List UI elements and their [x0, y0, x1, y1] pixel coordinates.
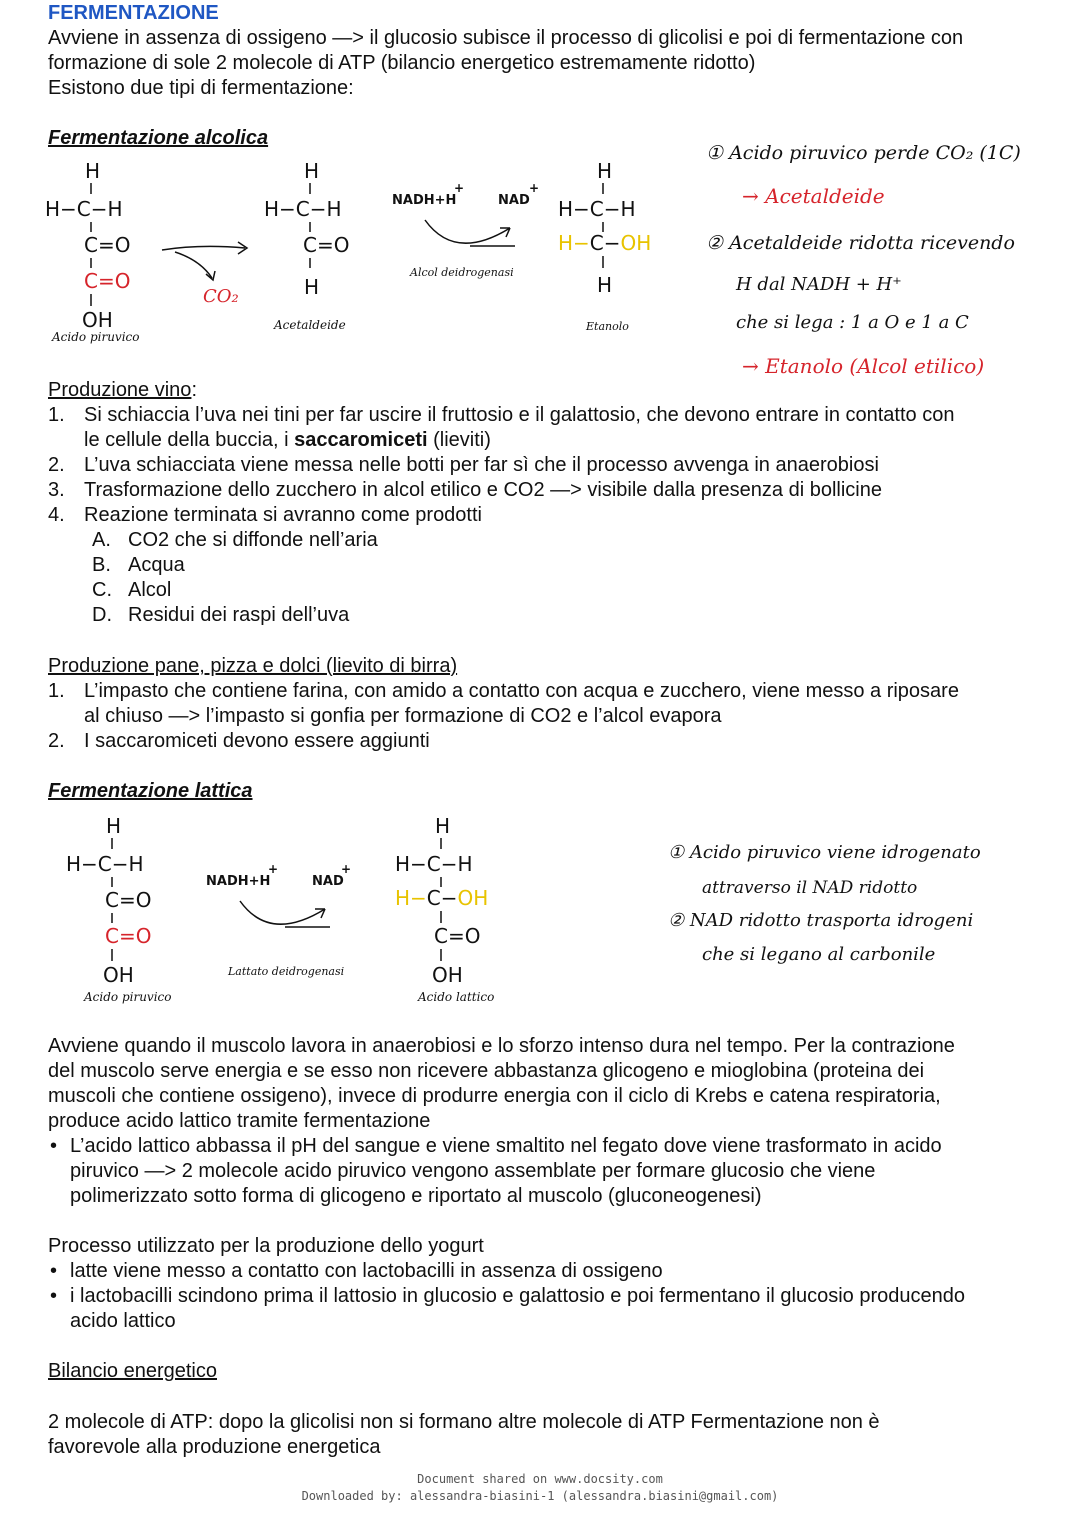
- svg-text:H−C−H: H−C−H: [66, 852, 144, 876]
- alcolica-note-1: ① Acido piruvico perde CO₂ (1C): [706, 142, 1021, 164]
- svg-text:H: H: [304, 159, 320, 183]
- acido-lattico-label: Acido lattico: [418, 990, 495, 1004]
- intro-line: Esistono due tipi di fermentazione:: [48, 77, 354, 99]
- svg-text:H−C−H: H−C−H: [558, 197, 636, 221]
- svg-text:H−C−H: H−C−H: [45, 197, 123, 221]
- vino-item-1: 1. Si schiaccia l’uva nei tini per far uscire il fruttosio e il galattosio, che devono entrare in contatto con: [48, 404, 955, 426]
- yogurt-bullet-2: • i lactobacilli scindono prima il lattosio in glucosio e galattosio e poi fermentano il glucosio producendo acido lattico: [50, 1285, 965, 1332]
- yogurt-bullet-1: • latte viene messo a contatto con lactobacilli in assenza di ossigeno: [50, 1260, 663, 1282]
- bilancio-text: 2 molecole di ATP: dopo la glicolisi non si formano altre molecole di ATP Fermentazione non è favorevole alla produzione energetica: [48, 1411, 880, 1458]
- footer-shared: Document shared on www.docsity.com: [417, 1472, 663, 1486]
- svg-text:NAD: NAD: [498, 193, 530, 208]
- vino-item-3: 3. Trasformazione dello zucchero in alcol etilico e CO2 —> visibile dalla presenza di bollicine: [48, 479, 882, 501]
- intro-line: formazione di sole 2 molecole di ATP (bilancio energetico estremamente ridotto): [48, 52, 756, 74]
- svg-text:C=O: C=O: [105, 888, 152, 912]
- lattica-heading: Fermentazione lattica: [48, 780, 253, 802]
- etanolo-label: Etanolo: [586, 320, 629, 333]
- alcolica-heading: Fermentazione alcolica: [48, 127, 269, 149]
- bilancio-heading: Bilancio energetico: [48, 1360, 217, 1382]
- muscolo-section: Avviene quando il muscolo lavora in anaerobiosi e lo sforzo intenso dura nel tempo. Per la contrazione del muscolo serve energia e se esso non ricevere abbastanza glicogeno e mioglobina (proteina dei muscoli che contiene ossigeno), invece di produrre energia con il ciclo di Krebs e catena respiratoria, produce acido lattico tramite fermentazione • L’acido lattico abbassa il pH del sangue e viene smaltito nel fegato dove viene trasformato in acido piruvico —> 2 molecole acido piruvico vengono assemblate per formare glucosio che viene polimerizzato sotto forma di glicogeno e riportato al muscolo (gluconeogenesi): [48, 1034, 1048, 1209]
- svg-text:NAD: NAD: [312, 874, 344, 889]
- lattica-note-1b: attraverso il NAD ridotto: [702, 878, 918, 898]
- pane-item-2: 2. I saccaromiceti devono essere aggiunti: [48, 730, 430, 752]
- alcolica-diagram: [40, 150, 690, 350]
- vino-sub-c: C. Alcol: [92, 579, 172, 601]
- vino-heading: Produzione vino: [48, 379, 192, 401]
- svg-text:+: +: [341, 862, 352, 876]
- alcolica-note-2c: che si lega : 1 a O e 1 a C: [736, 312, 969, 333]
- muscolo-bullet: • L’acido lattico abbassa il pH del sangue e viene smaltito nel fegato dove viene trasformato in acido piruvico —> 2 molecole acido piruvico vengono assemblate per formare glucosio che viene polimerizzato sotto forma di glicogeno e riportato al muscolo (gluconeogenesi): [50, 1135, 942, 1207]
- lattica-note-1: ① Acido piruvico viene idrogenato: [668, 842, 981, 863]
- vino-sub-b: B. Acqua: [92, 554, 185, 576]
- yogurt-section: Processo utilizzato per la produzione dello yogurt • latte viene messo a contatto con lactobacilli in assenza di ossigeno • i lactobacilli scindono prima il lattosio in glucosio e galattosio e poi fermentano il glucosio producendo acido lattico: [48, 1234, 1048, 1334]
- lattica-note-2b: che si legano al carbonile: [702, 944, 936, 965]
- svg-text:H: H: [106, 814, 122, 838]
- svg-text:+: +: [268, 862, 279, 876]
- pyruvate-structure: [45, 159, 130, 332]
- vino-item-2: 2. L’uva schiacciata viene messa nelle botti per far sì che il processo avvenga in anaerobiosi: [48, 454, 879, 476]
- svg-text:NADH+H: NADH+H: [392, 193, 457, 208]
- intro-paragraph: [48, 26, 963, 101]
- svg-text:H: H: [85, 159, 101, 183]
- acetaldehyde-structure: [264, 159, 349, 299]
- footer-downloaded: Downloaded by: alessandra-biasini-1 (alessandra.biasini@gmail.com): [301, 1489, 779, 1503]
- svg-text:H−C−OH: H−C−OH: [558, 231, 652, 255]
- lattato-deidrogenasi-label: Lattato deidrogenasi: [228, 965, 345, 978]
- lactate-structure: [395, 814, 488, 987]
- svg-text:H: H: [435, 814, 451, 838]
- acido-piruvico-label: Acido piruvico: [52, 330, 140, 344]
- co2-label: CO₂: [203, 286, 239, 307]
- intro-line: Avviene in assenza di ossigeno —> il glucosio subisce il processo di glicolisi e poi di fermentazione con: [48, 27, 964, 49]
- svg-text:OH: OH: [82, 308, 113, 332]
- vino-sub-d: D. Residui dei raspi dell’uva: [92, 604, 350, 626]
- svg-text:C=O: C=O: [84, 269, 131, 293]
- vino-sub-a: A. CO2 che si diffonde nell’aria: [92, 529, 378, 551]
- alcolica-note-2b: H dal NADH + H⁺: [736, 274, 902, 295]
- svg-text:NADH+H: NADH+H: [206, 874, 271, 889]
- svg-text:C=O: C=O: [105, 924, 152, 948]
- svg-text:H−C−OH: H−C−OH: [395, 886, 489, 910]
- acetaldeide-label: Acetaldeide: [274, 318, 346, 332]
- acido-piruvico-lattica-label: Acido piruvico: [84, 990, 172, 1004]
- alcolica-note-1b: → Acetaldeide: [742, 184, 885, 208]
- svg-text:C=O: C=O: [303, 233, 350, 257]
- svg-text:+: +: [454, 181, 465, 195]
- svg-text:H: H: [597, 273, 613, 297]
- pane-section: Produzione pane, pizza e dolci (lievito di birra) 1. L’impasto che contiene farina, con amido a contatto con acqua e zucchero, viene messo a riposare al chiuso —> l’impasto si gonfia per formazione di CO2 e l’alcol evapora 2. I saccaromiceti devono essere aggiunti: [48, 655, 959, 752]
- lattica-diagram: [60, 805, 540, 1005]
- svg-text:OH: OH: [432, 963, 463, 987]
- svg-text:C=O: C=O: [84, 233, 131, 257]
- svg-text:H−C−H: H−C−H: [264, 197, 342, 221]
- alcolica-note-2d: → Etanolo (Alcol etilico): [742, 354, 985, 378]
- page-title: FERMENTAZIONE: [48, 2, 219, 24]
- svg-text:H: H: [304, 275, 320, 299]
- ethanol-structure: [558, 159, 651, 297]
- alcolica-note-2: ② Acetaldeide ridotta ricevendo: [706, 232, 1015, 254]
- pyruvate-structure-lattica: [66, 814, 151, 987]
- lattica-note-2: ② NAD ridotto trasporta idrogeni: [668, 910, 974, 931]
- alcol-deidrogenasi-label: Alcol deidrogenasi: [410, 266, 514, 279]
- pane-item-1: 1. L’impasto che contiene farina, con amido a contatto con acqua e zucchero, viene messo a riposare: [48, 680, 959, 702]
- vino-section: Produzione vino: 1. Si schiaccia l’uva nei tini per far uscire il fruttosio e il galattosio, che devono entrare in contatto con le cellule della buccia, i saccaromiceti (lieviti) 2. L’uva schiacciata viene messa nelle botti per far sì che il processo avvenga in anaerobiosi 3. Trasformazione dello zucchero in alcol etilico e CO2 —> visibile dalla presenza di bollicine 4. Reazione terminata si avranno come prodotti A. CO2 che si diffonde nell’aria B. Acqua C. Alcol D. Residui dei raspi dell’uva: [48, 379, 955, 626]
- svg-text:H−C−H: H−C−H: [395, 852, 473, 876]
- vino-item-4: 4. Reazione terminata si avranno come prodotti: [48, 504, 482, 526]
- svg-text:+: +: [529, 181, 540, 195]
- svg-text:H: H: [597, 159, 613, 183]
- svg-text:OH: OH: [103, 963, 134, 987]
- pane-heading: Produzione pane, pizza e dolci (lievito di birra): [48, 655, 458, 677]
- svg-text:C=O: C=O: [434, 924, 481, 948]
